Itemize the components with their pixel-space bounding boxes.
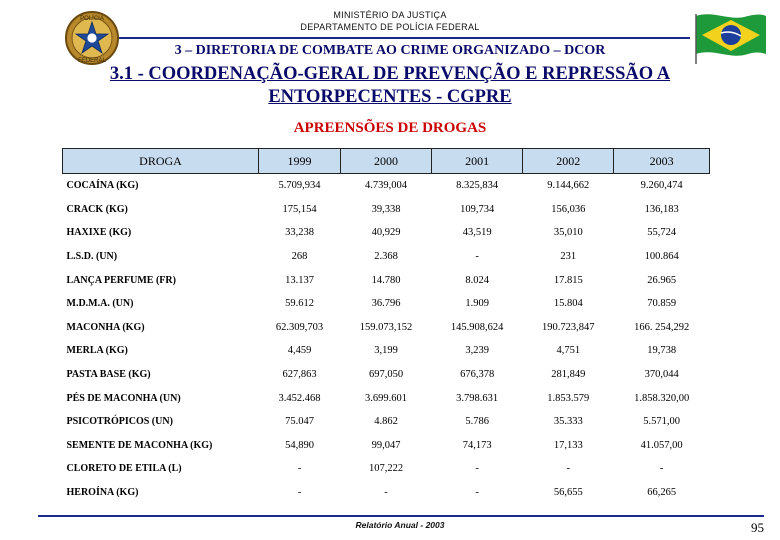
drug-name-cell: SEMENTE DE MACONHA (KG) [66,439,213,451]
value-cell: 2.368 [374,251,398,263]
value-cell: 43,519 [462,227,492,239]
drug-name-cell: PSICOTRÓPICOS (UN) [66,416,173,428]
table-row [63,481,710,505]
table-row [63,221,710,245]
value-cell: 54,890 [285,439,314,451]
table-row [63,410,710,434]
value-cell: 56,655 [553,487,583,499]
table-row [63,339,710,363]
column-header: 1999 [259,149,341,174]
directorate-title: 3 – DIRETORIA DE COMBATE AO CRIME ORGANIZADO – DCOR [174,43,606,58]
value-cell: 14.780 [371,274,401,286]
value-cell: - [475,463,479,475]
value-cell: 3.699.601 [365,392,408,404]
value-cell: 697,050 [368,369,404,381]
value-cell: 40,929 [371,227,401,239]
value-cell: 100.864 [644,251,679,263]
value-cell: 17.815 [553,274,583,286]
table-row [63,198,710,222]
value-cell: 145.908,624 [450,321,504,333]
footer-divider [38,515,764,517]
value-cell: 70.859 [647,298,677,310]
value-cell: 59.612 [285,298,314,310]
coordination-title-line1: 3.1 - COORDENAÇÃO-GERAL DE PREVENÇÃO E REPRESSÃO A [109,64,671,84]
table-row [63,292,710,316]
column-header: 2000 [341,149,432,174]
drug-name-cell: COCAÍNA (KG) [66,180,139,192]
table-row [63,174,710,198]
table-row [63,386,710,410]
value-cell: 190.723,847 [542,321,595,333]
value-cell: 166. 254,292 [634,321,690,333]
value-cell: 41.057,00 [640,439,683,451]
value-cell: 3.452.468 [278,392,321,404]
value-cell: - [297,463,302,475]
value-cell: 156,036 [551,203,586,215]
value-cell: 55,724 [647,227,677,239]
value-cell: - [297,487,302,499]
column-header: 2002 [523,149,614,174]
value-cell: 75.047 [285,416,314,428]
value-cell: 109,734 [460,203,495,215]
value-cell: 4,751 [556,345,581,357]
value-cell: 9.260,474 [640,180,683,192]
seizures-table [62,148,710,504]
table-row [63,245,710,269]
value-cell: 33,238 [285,227,314,239]
value-cell: 26.965 [647,274,677,286]
value-cell: 175,154 [282,203,317,215]
table-row [63,363,710,387]
value-cell: - [475,487,479,499]
page-number: 95 [751,520,764,535]
ministry-name: MINISTÉRIO DA JUSTIÇA [333,10,447,20]
drug-name-cell: L.S.D. (UN) [66,251,118,263]
value-cell: 5.786 [465,416,489,428]
table-row [63,457,710,481]
department-name: DEPARTAMENTO DE POLÍCIA FEDERAL [300,22,480,32]
header-divider [118,37,690,39]
value-cell: 99,047 [371,439,401,451]
report-footer: Relatório Anual - 2003 [355,520,445,530]
value-cell: - [384,487,388,499]
value-cell: 8.024 [465,274,489,286]
value-cell: 35.333 [553,416,583,428]
drug-name-cell: CRACK (KG) [66,203,128,215]
badge-bottom-text: FEDERAL [78,58,106,64]
drug-name-cell: HEROÍNA (KG) [66,487,139,499]
value-cell: 1.909 [465,298,489,310]
value-cell: 676,378 [460,369,495,381]
badge-top-text: POLÍCIA [80,16,104,22]
value-cell: 74,173 [462,439,492,451]
column-header: DROGA [63,149,259,174]
column-header: 2001 [432,149,523,174]
value-cell: 66,265 [647,487,677,499]
value-cell: 159.073,152 [359,321,413,333]
table-row [63,434,710,458]
value-cell: 8.325,834 [456,180,499,192]
value-cell: 3.798.631 [456,392,499,404]
value-cell: 136,183 [644,203,679,215]
value-cell: - [475,251,479,263]
drug-name-cell: MACONHA (KG) [66,321,145,333]
table-row [63,316,710,340]
value-cell: 35,010 [553,227,583,239]
value-cell: 5.709,934 [278,180,321,192]
value-cell: 4.739,004 [365,180,408,192]
value-cell: 3,239 [465,345,489,357]
value-cell: 4.862 [374,416,398,428]
value-cell: 17,133 [553,439,583,451]
value-cell: 4,459 [287,345,312,357]
value-cell: 281,849 [551,369,586,381]
drug-name-cell: CLORETO DE ETILA (L) [66,463,182,475]
value-cell: 39,338 [371,203,401,215]
drug-name-cell: MERLA (KG) [66,345,128,357]
coordination-title-line2: ENTORPECENTES - CGPRE [268,87,512,107]
value-cell: 3,199 [374,345,398,357]
value-cell: 19,738 [647,345,677,357]
table-row [63,268,710,292]
value-cell: 13.137 [285,274,314,286]
value-cell: 15.804 [553,298,583,310]
drug-name-cell: M.D.M.A. (UN) [66,298,134,310]
value-cell: 627,863 [282,369,317,381]
value-cell: 62.309,703 [275,321,324,333]
page-subtitle: APREENSÕES DE DROGAS [293,120,487,136]
table-header-row [63,149,710,174]
drug-name-cell: LANÇA PERFUME (FR) [66,274,176,286]
drug-name-cell: PASTA BASE (KG) [66,369,151,381]
value-cell: 36.796 [371,298,401,310]
coordination-title [0,63,780,109]
value-cell: 370,044 [644,369,679,381]
value-cell: 9.144,662 [547,180,590,192]
value-cell: 268 [291,251,308,263]
value-cell: 1.853.579 [547,392,590,404]
drug-name-cell: HAXIXE (KG) [66,227,132,239]
value-cell: 5.571,00 [643,416,681,428]
value-cell: 231 [560,251,577,263]
value-cell: 1.858.320,00 [634,392,690,404]
value-cell: - [566,463,571,475]
value-cell: - [659,463,664,475]
column-header: 2003 [614,149,710,174]
value-cell: 107,222 [368,463,404,475]
drug-name-cell: PÉS DE MACONHA (UN) [66,392,181,404]
